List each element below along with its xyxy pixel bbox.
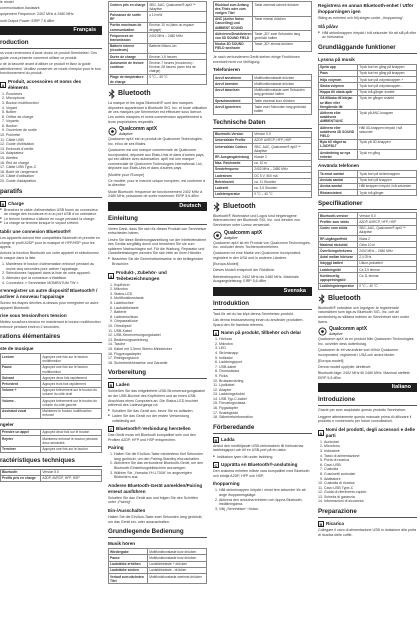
list-item: 14. Informazioni di sicurezza xyxy=(324,499,417,504)
table-row: Maximal räckvidd Cirka 10 m xyxy=(319,242,417,248)
aptx-icon xyxy=(108,127,117,136)
list-item: 5. Boîtier xyxy=(6,110,102,115)
subsection-heading: tablir une connexion Bluetooth® xyxy=(0,228,72,234)
aptx-icon xyxy=(213,231,222,240)
list-item: 13. Scheda di garanzia xyxy=(324,495,417,500)
box-letter: B xyxy=(214,437,218,443)
paragraph: Läs denna bruksanvisning innan du använder produkten. Spara den för framtida referens. xyxy=(213,317,304,327)
list-item: ■ La charge se termine lorsque le voyant s'éteint. xyxy=(0,221,102,226)
list-item: 5. Porta di ricarica xyxy=(324,458,417,463)
subsection-heading: Anderes Bluetooth-Gerät anmelden/Pairing erneut ausführen xyxy=(108,482,203,494)
table-row: Codec som stöds SBC, AAC, Qualcomm® aptX™ Adaptive xyxy=(319,225,417,235)
paragraph: Grazie per aver acquistato questo prodotto Sennheiser. xyxy=(318,408,407,413)
table-row: Användning av nya enheter Tryck en gång xyxy=(319,150,417,160)
table-row: Durée de charge Environ 1,5 heures xyxy=(109,54,207,60)
table-row: Sendefrequenz 2402 MHz – 2480 MHz xyxy=(214,166,312,172)
list-item: 2. Mikrofon xyxy=(219,342,312,347)
list-item: 12. Adapter xyxy=(219,388,312,393)
table-row: Anruf ignorieren Taste zwei Sekunden lang gedrückt halten xyxy=(214,104,312,114)
list-item: 1. Håll strömknappen intryckt i minst fem sekunder för att ange ihopparningsläge. xyxy=(219,488,312,497)
subsection-heading: Ein-/Ausschalten xyxy=(108,508,146,514)
table-row: Rücklauf zum Anfang des Titels oder zum vorigen Titel Taste zweimal schnell drücken xyxy=(214,2,312,17)
subsection-heading: Registrera en annan Bluetooth-enhet / Utför ihopparningen igen xyxy=(318,3,414,14)
parts-list xyxy=(108,283,207,366)
list-item: 8. Bouton xyxy=(6,124,102,129)
list-item: 12. Guida di riferimento rapido xyxy=(324,490,417,495)
list-item: 4. Connectez: « Sennheiser MOMENTUM TW ». xyxy=(6,281,102,286)
box-letter: C xyxy=(214,463,218,469)
list-item: 13. Laddningsfodral xyxy=(219,392,312,397)
bluetooth-icon xyxy=(213,202,221,212)
section-title: roduction xyxy=(0,39,102,49)
list-item: 11. Cavo USB Type-C xyxy=(324,486,417,491)
list-item: 3. Välj „Sennheiser“ i listan. xyxy=(219,507,312,512)
table-row: Prendre un appel Appuyez deux fois sur le bouton xyxy=(1,429,102,435)
paragraph: Bluetooth-läge: 2402 MHz till 2480 MHz, Maximal uteffekt: EIRP 5,6 dBm xyxy=(318,371,411,380)
paragraph: Den anslutna enheten måste vara kompatibel med Bluetooth och stödja A2DP, HFP och HSP. xyxy=(213,469,310,478)
table-row: Lautstärke erhöhen Lautstärketaste + drücken xyxy=(109,561,207,567)
list-item: 11. Câble USB xyxy=(6,138,102,143)
section-title: Introduktion xyxy=(213,300,312,310)
table-row: Profiler som stöds A2DP, AVRCP, HFP, HSP xyxy=(319,219,417,225)
bullet-list xyxy=(0,208,102,226)
paragraph: z de la sécurité avant d'utiliser ce produit et lisez la guide attentivement. Veuillez conserver ce mode d'emploi pour le bon fonctionnement du produit. xyxy=(0,61,101,76)
table-row: Pause Appuyez une fois sur le bouton multifonction xyxy=(1,364,102,374)
list-item: 10. Custodia di ricarica xyxy=(324,481,417,486)
steps-list xyxy=(108,452,207,480)
list-item: 16. Flugzeugadapter xyxy=(114,352,207,357)
list-item: 19. Câble d'utilisation xyxy=(6,174,102,179)
steps-list xyxy=(0,262,102,285)
table-row: Bluetooth Version 5.0 xyxy=(1,469,102,475)
aptx-icon xyxy=(318,327,327,336)
table-row: Fréquences de transmission 2402 MHz – 2480 MHz xyxy=(109,33,207,43)
list-item: 7. Voyants xyxy=(6,119,102,124)
box-letter: B xyxy=(1,201,5,207)
subsection-heading: Använda telefonen xyxy=(318,163,360,169)
parts-list xyxy=(213,337,312,420)
subsection-heading: C Bluetooth®-Verbindung herstellen xyxy=(109,426,191,433)
table-row: Plage de température de charge 0 °C – 40 °C xyxy=(109,74,207,84)
table-row: Profils pris en charge A2DP, AVRCP, HFP, HSP xyxy=(1,475,102,481)
list-item: 15. Förvaringsväska xyxy=(219,401,312,406)
section-title: Technische Daten xyxy=(213,119,312,129)
table-row: Avtal mellan hörlurar 2,4 GHz xyxy=(319,254,417,260)
language-bar-swedish: Svenska xyxy=(213,287,312,296)
subsection-heading: Pairing xyxy=(108,445,124,451)
table-row: Ladestrom DC 5 V, 500 mA xyxy=(214,173,312,179)
phone-table xyxy=(318,170,417,196)
list-item: 14. USB Typ-C-kabel xyxy=(219,397,312,402)
paragraph: Bluetooth® Wortmarke und Logos sind eingetragene Warenzeichen der Bluetooth SIG, Inc. und werden von Sennheiser unter Lizenz verwendet. xyxy=(213,213,300,228)
subsection-heading: A Produkt-, Zubehör- und Teilebezeichnungen xyxy=(109,269,167,281)
language-bar-french: Français xyxy=(0,26,102,35)
list-item: ■ Branchez le câble d'alimentation USB fourni au connecteur de charge des écouteurs et à un port USB d'un ordinateur. xyxy=(0,208,102,217)
table-row: Aktivieren/Deaktivieren von 3D SOUND FIELD Taste „3D“ zwei Sekunden lang gedrückt halten xyxy=(214,31,312,41)
table-row: Verlauf zum nächsten Titel Multifunktionstaste zweimal drücken xyxy=(109,574,207,584)
table-row: Codecs pris en charge SBC, AAC, Qualcomm® aptX™ Adaptive xyxy=(109,2,207,12)
table-row: Suivant Appuyez deux fois rapidement xyxy=(1,375,102,381)
paragraph: Betriebsfrequenz: 2402 MHz bis 2480 MHz, Maximale Ausgangsleistung: EIRP 5,6 dBm xyxy=(213,274,299,284)
list-item: 9. Ohrpassstücke xyxy=(114,319,207,324)
paragraph: Anslut den medföljande USB-strömkabeln till hörlurarnas laddningsport och till en USB-port på en dator. xyxy=(213,443,304,453)
skip-table xyxy=(213,1,312,52)
paragraph: Les appareils doivent être compatibles Bluetooth et prendre en charge le profil A2DP pour la musique et HFP/HSP pour les appels. xyxy=(0,235,100,250)
list-item: 7. USB-kabel xyxy=(219,365,312,370)
table-row: Unterstützte Codecs SBC, AAC, Qualcomm® aptX™ Adaptive xyxy=(214,144,312,154)
table-row: Batterie interne (écouteurs) Batterie lithium-ion xyxy=(109,43,207,53)
table-row: Kontinuerlig uppspelningstid Ca 11 timmar xyxy=(319,273,417,283)
list-item: ■ Håll strömknappen intryckt i två sekunder för att slå på eller av hörlurarna. xyxy=(318,31,417,40)
section-title: Specifikationer xyxy=(318,200,417,210)
subsection-heading: Slå på/av xyxy=(318,23,338,29)
tech-table xyxy=(0,469,102,482)
column-french xyxy=(0,0,105,640)
list-item: 2. Sélectionnez l'appareil dans la liste de votre appareil. xyxy=(6,271,102,276)
list-item: 13. Embouts d'oreille xyxy=(6,147,102,152)
paragraph: La marque et les logos Bluetooth® sont des marques déposées appartenant à Bluetooth SIG, Inc. et toute utilisation de ces marques par Sennheiser est effectuée sous licence. Les autres marques et noms commerciaux appartiennent à leurs propriétaires respectifs. xyxy=(108,101,207,124)
table-row: Gå tillbaka till början av låten eller föregående låt Tryck tre gånger snabbt xyxy=(319,95,417,110)
list-item: 4. Multifunktionstaste xyxy=(114,296,207,301)
table-row: Puissance de sortie RF ≤ 10 mW xyxy=(109,12,207,22)
paragraph: Schalten Sie das Gerät aus und folgen Sie den Schritten unter „Pairing“. xyxy=(108,495,198,505)
list-item: 6. Lautstärketaste xyxy=(114,306,207,311)
box-letter: A xyxy=(109,273,113,279)
table-row: Rejeter Maintenez enfoncé le bouton pendant deux secondes xyxy=(1,436,102,446)
list-item: 2. Aktivera den anslutna enheten och öppna Bluetooth-inställningarna. xyxy=(219,498,312,507)
tech-table xyxy=(213,131,312,198)
paragraph: Vielen Dank, dass Sie sich für dieses Produkt von Sennheiser entschieden haben. xyxy=(108,226,207,236)
table-row: Précédent Appuyez trois fois rapidement xyxy=(1,381,102,387)
list-item: 1. Halten Sie die Ein/Aus-Taste mindestens fünf Sekunden lang gedrückt, um den Pairing-Standby einzuschalten. xyxy=(114,452,207,461)
paragraph: Qualcomm aptX ist ein Produkt von Qualcomm Technologies, Inc. und/oder deren Tochterunternehmen. xyxy=(213,240,311,250)
list-item: 2. Mikrofon xyxy=(114,287,207,292)
list-item: ■ Laden Sie das Gerät vor der ersten Verwendung vollständig auf. xyxy=(108,414,207,423)
paragraph: [Europa-Modell] xyxy=(213,262,239,267)
list-item: 3. Bouton multifonction xyxy=(6,101,102,106)
bullet-list xyxy=(213,455,312,460)
section-title: paratifs xyxy=(0,188,102,198)
language-bar-italian: Italiano xyxy=(318,383,417,392)
subsection-heading: rise sous tension/hors tension xyxy=(0,313,67,319)
bluetooth-logo: Bluetooth xyxy=(318,294,417,304)
list-item: 18. Boîte de rangement xyxy=(6,170,102,175)
table-row: Höja volymen Tryck kort på volymknappen + xyxy=(319,77,417,83)
table-row: Sprachassistent Taste zweimal kurz drücken xyxy=(214,98,312,104)
paragraph: [Modèle pour l'Europe] xyxy=(108,172,145,177)
paragraph: Qualcomm est une marque commerciale de Qualcomm Incorporated, déposée aux États-Unis et dans d'autres pays, qui est utilisée avec autorisation. aptX est une marque commerciale de Qualcomm Technologies International, Ltd., déposée aux États-Unis et dans d'autres pays. xyxy=(108,148,205,171)
box-letter: A xyxy=(1,82,5,88)
list-item: 11. Ljudkabel xyxy=(219,383,312,388)
paragraph: Halten Sie die Ein/Aus-Taste zwei Sekunden lang gedrückt, um das Gerät ein- oder auszuschalten. xyxy=(108,515,203,524)
top-line: le model xyxy=(0,0,14,4)
table-row: Max. Reichweite ca. 10 m xyxy=(214,160,312,166)
list-item: 8. Cuscinetti auricolari xyxy=(324,472,417,477)
list-item: 14. Tasche xyxy=(114,342,207,347)
paragraph: Mettez sous/hors tension en maintenant le bouton multifonction enfoncé pendant environ 2 secondes. xyxy=(0,320,101,329)
qualcomm-logo: Qualcomm aptX Adaptive xyxy=(213,231,312,240)
list-item: 9. Ficka xyxy=(219,374,312,379)
table-row: Röstassistent Tryck två gånger xyxy=(319,190,417,196)
box-letter: A xyxy=(214,331,218,337)
list-item: 5. Indikator xyxy=(219,356,312,361)
paragraph: Stäng av enheten och följ stegen under „Ihopparning“. xyxy=(318,16,404,20)
table-row: Ladetemperatur 0 °C – 40 °C xyxy=(214,191,312,197)
list-item: 1. Kopfhörer xyxy=(114,283,207,288)
codecs-table xyxy=(108,1,207,85)
list-item: 2. Microphone xyxy=(6,96,102,101)
list-item: 18. Sicherheitshinweise und Garantie xyxy=(114,361,207,366)
list-item: 1. Hörlurar xyxy=(219,337,312,342)
paragraph: Das Gerät muss mit Bluetooth kompatibel sein und den Profilen A2DP, HFP und HSP entsprechen. xyxy=(108,433,196,442)
qualcomm-logo: Qualcomm aptX Adaptive xyxy=(318,327,417,336)
subsection-heading: Musik hören xyxy=(108,541,136,547)
paragraph: Lesen Sie diese Bedienungsanleitung vor der Inbetriebnahme des Geräts sorgfältig durch und bewahren Sie sie zum späteren Nachschlagen auf. Für die Wartung, Reparatur und Garantieleistungen wenden Sie sich bitte an Ihren Händler. xyxy=(108,237,207,256)
parts-list xyxy=(0,92,102,184)
list-item: 10. Ohrstöpsel xyxy=(114,324,207,329)
list-item: 4. Tasto di alimentazione xyxy=(324,454,417,459)
table-row: Pause Multifunktionstaste kurz drücken xyxy=(109,555,207,561)
list-item: 14. Adaptateur xyxy=(6,151,102,156)
table-row: Betriebszeit ca. 11 Stunden xyxy=(214,179,312,185)
table-row: Unterstützte Profile A2DP, AVRCP, HFP, HSP xyxy=(214,137,312,143)
section-title: Grundläggande funktioner xyxy=(318,44,417,54)
paragraph: Leggere attentamente questo manuale prima di utilizzare il prodotto e conservarlo per future consultazioni. xyxy=(318,414,412,424)
subsection-heading: Telefonieren xyxy=(213,67,240,73)
bluetooth-logo: Bluetooth xyxy=(213,202,312,212)
paragraph: Qualcomm är ett varumärke som tillhör Qualcomm Incorporated, registrerat i USA och andra länder. xyxy=(318,348,399,357)
paragraph: Mode Bluetooth: fréquence de fonctionnement 2402 MHz à 2480 MHz, puissance de sortie maximum: EIRP 5,6 dBm xyxy=(108,189,203,199)
table-row: Överföringsfrekvens 2402 MHz – 2480 MHz xyxy=(319,248,417,254)
section-title: Förberedande xyxy=(213,424,312,434)
paragraph: Bluetooth® ordmärke och logotyper är registrerade varumärken som ägs av Bluetooth SIG, Inc. och all användning av sådana märken av Sennheiser sker under licens. xyxy=(318,305,410,324)
list-item: 3. Wählen Sie „Yamaha YH-L700A“ im angezeigten Bildschirm aus. xyxy=(114,471,207,480)
table-row: Bluetooth-Version Version 5.0 xyxy=(214,131,312,137)
list-item: 6. Cavo USB xyxy=(324,463,417,468)
paragraph: Ce modèle, pour le marché unique européen, est conforme à la directive: xyxy=(108,178,206,188)
box-letter: B xyxy=(109,383,113,389)
subsection-heading: ngeler xyxy=(0,421,14,427)
phone-table xyxy=(213,74,312,114)
table-row: Lautstärke senken Lautstärketaste - drücken xyxy=(109,567,207,573)
table-row: RF-utgångseffekt Klass 2 xyxy=(319,236,417,242)
subsection-heading: A Namn på produkt, tillbehör och delar xyxy=(214,330,302,337)
table-row: Autonomie de lecture continue Environ 7 heures (écouteurs) / Environ 28 heures (avec étui de charge) xyxy=(109,60,207,75)
list-item: 3. Status-LED xyxy=(114,292,207,297)
subsection-heading: ste de musique xyxy=(0,346,34,352)
table-row: Volume - Appuyez brièvement sur le bouton du volume du côté gauche xyxy=(1,398,102,408)
subsection-heading: A Nomi del prodotti, degli accessori e delle parti xyxy=(319,426,415,438)
list-item: 18. Säkerhetsinformation xyxy=(219,415,312,420)
list-item: 5. Ladebuchse xyxy=(114,301,207,306)
table-row: Anruf annehmen Multifunktionstaste drücken xyxy=(214,75,312,81)
paragraph: Dieses Modell entspricht der Richtlinie: xyxy=(213,268,275,273)
box-letter: C xyxy=(109,427,113,433)
list-item: 17. Snabbguide xyxy=(219,411,312,416)
paragraph: Qualcomm aptX est un produit de Qualcomm Technologies, Inc. et/ou de ses filiales. xyxy=(108,137,203,146)
paragraph: Suivez les étapes décrites ci-dessus pour enregistrer un autre appareil Bluetooth. xyxy=(0,301,99,310)
list-item: 2. Microfono xyxy=(324,444,417,449)
section-title: Vorbereitung xyxy=(108,369,207,379)
language-bar-german: Deutsch xyxy=(108,202,207,211)
subsection-heading: B Ricarica xyxy=(319,521,344,528)
subsection-heading: C Upprätta en Bluetooth®-anslutning xyxy=(214,462,298,469)
paragraph: Activez la fonction Bluetooth sur votre appareil et sélectionnez le casque dans la liste. xyxy=(0,251,99,260)
list-item: 7. Custodia xyxy=(324,467,417,472)
table-row: Assistant vocal Maintenez le bouton multifonction enfoncé xyxy=(1,408,102,418)
table-row: Terminer Appuyez une fois sur le bouton xyxy=(1,446,102,452)
list-item: 4. Strömknapp xyxy=(219,351,312,356)
table-row: Wiedergabe Multifunktionstaste kurz drücken xyxy=(109,549,207,555)
subsection-heading: Lyssna på musik xyxy=(318,56,355,62)
column-swedish-italian xyxy=(315,0,420,640)
table-row: ANC (Active Noise Cancelling) und AMBIENT SOUND Taste einmal drücken xyxy=(214,16,312,31)
table-row: Avsluta samtal Tryck kort på knappen xyxy=(319,177,417,183)
column-german xyxy=(105,0,210,640)
list-item: 11. USB-Kabel xyxy=(114,329,207,334)
table-row: Spela upp Tryck kort en gång på knappen xyxy=(319,64,417,70)
paragraph: Denna modell uppfyller direktivet: xyxy=(318,365,372,370)
bluetooth-logo: Bluetooth xyxy=(108,89,207,99)
paragraph: [Europa-modell] xyxy=(318,358,344,363)
list-item: 1. Auricolari xyxy=(324,440,417,445)
table-row: Sänka volymen Tryck kort på volymknappen - xyxy=(319,83,417,89)
section-title: Preparazione xyxy=(318,508,417,518)
paragraph: Schließen Sie das mitgelieferte USB-Stromversorgungskabel an der USB-Buchse des Kopfhörers und an einen USB-Anschluss eines Computers an. Die Status-LED leuchtet während des Ladevorgangs rot. xyxy=(108,389,206,408)
section-title: Introduzione xyxy=(318,396,417,406)
list-item: ■ Beachten Sie die Sicherheitshinweise in der beiliegenden Broschüre. xyxy=(108,257,207,266)
music-table xyxy=(0,353,102,418)
top-line: nuiti Output Power: EIRP 7.6 dBm xyxy=(0,18,55,23)
box-letter: A xyxy=(319,430,323,436)
section-title: rations élémentaires xyxy=(0,333,102,343)
list-item: 17. Câble USB Type-C xyxy=(6,165,102,170)
list-item: 2. Aktivieren Sie das verbundene Bluetooth-Gerät, um den Bluetooth-Einstellungsbildschirm anzuzeigen. xyxy=(114,461,207,470)
table-row: Avvisa samtal Håll knappen intryckt i två sekunder xyxy=(319,183,417,189)
table-row: Inbyggt batteri Litium-jonbatteri xyxy=(319,260,417,266)
list-item: 3. LED xyxy=(219,346,312,351)
bullet-list xyxy=(108,409,207,423)
subsection-heading: s'enregistrer un autre dispositif Bluetooth® / activer à nouveau l'appairage xyxy=(0,288,98,300)
table-row: Ta emot samtal Tryck kort på strömknappen xyxy=(319,171,417,177)
box-letter: B xyxy=(319,522,323,528)
list-item: 13. Bedienungsanleitung xyxy=(114,338,207,343)
paragraph: Qualcomm aptX är en produkt från Qualcomm Technologies, Inc. och/eller dess dotterbolag. xyxy=(318,337,415,346)
paragraph: Collegare il cavo di alimentazione USB in dotazione alla porta di ricarica delle cuffie. xyxy=(318,528,417,537)
list-item: 9. Adattatore xyxy=(324,477,417,482)
top-line: communication Assistant xyxy=(0,6,40,11)
table-row: Anruf abweisen Multifunktionstaste zwei Sekunden lang gedrückt halten xyxy=(214,87,312,97)
list-item: 7. Batterie xyxy=(114,310,207,315)
list-item: 16. Étui de charge xyxy=(6,161,102,166)
list-item: 1. Maintenez le bouton d'alimentation enfoncé pendant au moins cinq secondes pour activer l'appairage. xyxy=(6,262,102,271)
table-row: Aktivera eller avaktivera 3D SOUND FIELD Håll 3D-knappen intryckt i två sekunder xyxy=(319,125,417,140)
list-item: ■ Le témoin lumineux s'allume en rouge pendant la charge. xyxy=(0,217,102,222)
table-row: Lecture Appuyez une fois sur le bouton multifonction xyxy=(1,354,102,364)
table-row: Bluetooth-version Version 5.0 xyxy=(319,213,417,219)
table-row: RF-Ausgangsleistung Klasse 2 xyxy=(214,154,312,160)
subsection-heading: B Laden xyxy=(109,382,130,389)
list-item: 12. USB-Stromversorgungskabel xyxy=(114,333,207,338)
subsection-heading: Ihopparning xyxy=(213,481,240,487)
table-row: Ladezeit ca. 3,5 Stunden xyxy=(214,185,312,191)
list-item: 15. Kabel mit 3,5mm Stereo-Ministecker xyxy=(114,347,207,352)
bullet-list xyxy=(318,31,417,40)
list-item: 10. Bruksanvisning xyxy=(219,379,312,384)
list-item: 6. Laddningsport xyxy=(219,360,312,365)
table-row: Hoppa till nästa spår Tryck två gånger snabbt xyxy=(319,89,417,95)
list-item: 8. Öronsnäckor xyxy=(219,369,312,374)
table-row: Laddningstid Ca 3,5 timmar xyxy=(319,267,417,273)
list-item: 8. Ladeanschluss xyxy=(114,315,207,320)
list-item: 3. Attendez que la connexion s'établisse. xyxy=(6,276,102,281)
list-item: 10. Pochette xyxy=(6,133,102,138)
list-item: ■ Indikatorn lyser rött under laddning. xyxy=(213,455,312,460)
list-item: 9. Ouverture de sortie xyxy=(6,128,102,133)
table-row: Portée maximum de communication Environ 10 m (dans un espace dégagé) xyxy=(109,22,207,32)
paragraph: Tack för att du har köpt denna Sennheiser-produkt. xyxy=(213,311,294,316)
bluetooth-icon xyxy=(318,294,326,304)
bluetooth-icon xyxy=(108,89,116,99)
subsection-heading: B Ladda xyxy=(214,436,235,443)
qualcomm-logo: Qualcomm aptX Adaptive xyxy=(108,127,207,136)
table-row: Modus 3D SOUND FIELD wechseln Taste „3D“ einmal drücken xyxy=(214,41,312,51)
call-table xyxy=(0,429,102,453)
table-row: Volume + Appuyez brièvement sur le bouton du volume du côté droit xyxy=(1,387,102,397)
subsection-heading: A Produit, accessoires et noms des éléments xyxy=(1,78,82,90)
list-item: 4. Voyant xyxy=(6,106,102,111)
parts-list xyxy=(318,440,417,504)
spec-table xyxy=(318,212,417,290)
subsection-heading: B Charge xyxy=(1,200,24,207)
list-item: 1. Écouteurs xyxy=(6,92,102,97)
column-german-swedish xyxy=(210,0,315,640)
paragraph: Qualcomm ist eine Marke von Qualcomm Incorporated, registriert in den USA und in anderen Ländern. xyxy=(213,251,302,261)
note: Je nach verbundenem Gerät stehen einige Funktionen eventuell nicht zur Verfügung. xyxy=(213,55,300,64)
table-row: Aktivera eller avaktivera AMBIENT/ANC Tryck på ANC-knappen xyxy=(319,110,417,125)
top-line: quipement Fréquence: 2402 MHz à 2480 MHz xyxy=(0,12,74,17)
table-row: Laddningstemperatur 0 °C – 40 °C xyxy=(319,283,417,289)
music-table xyxy=(318,64,417,161)
list-item: 16. Flygadapter xyxy=(219,406,312,411)
list-item: ■ Schalten Sie das Gerät aus, bevor Sie es aufladen. xyxy=(108,409,207,414)
section-title: Einleitung xyxy=(108,215,207,225)
list-item: 3. Indicatore xyxy=(324,449,417,454)
table-row: Anruf beenden Multifunktionstaste drücken xyxy=(214,81,312,87)
section-title: ractéristiques techniques xyxy=(0,457,102,467)
steps-list xyxy=(213,488,312,511)
table-row: Byta till något av LJUDFÄLT Tryck på 3D-knappen xyxy=(319,139,417,149)
list-item: 17. Reinigungstuch xyxy=(114,356,207,361)
list-item: 12. Guide d'utilisation xyxy=(6,142,102,147)
paragraph: us vous remercions d'avoir choisi ce produit Sennheiser. Ces guide vous présente comment utiliser ce produit. xyxy=(0,51,97,60)
music-table xyxy=(108,548,207,584)
list-item: 20. Guide d'adaptation xyxy=(6,179,102,184)
list-item: 15. Ailettes xyxy=(6,156,102,161)
table-row: Paus Tryck kort en gång på knappen xyxy=(319,70,417,76)
list-item: 6. Orifice de charge xyxy=(6,115,102,120)
section-title: Grundlegende Bedienung xyxy=(108,528,207,538)
